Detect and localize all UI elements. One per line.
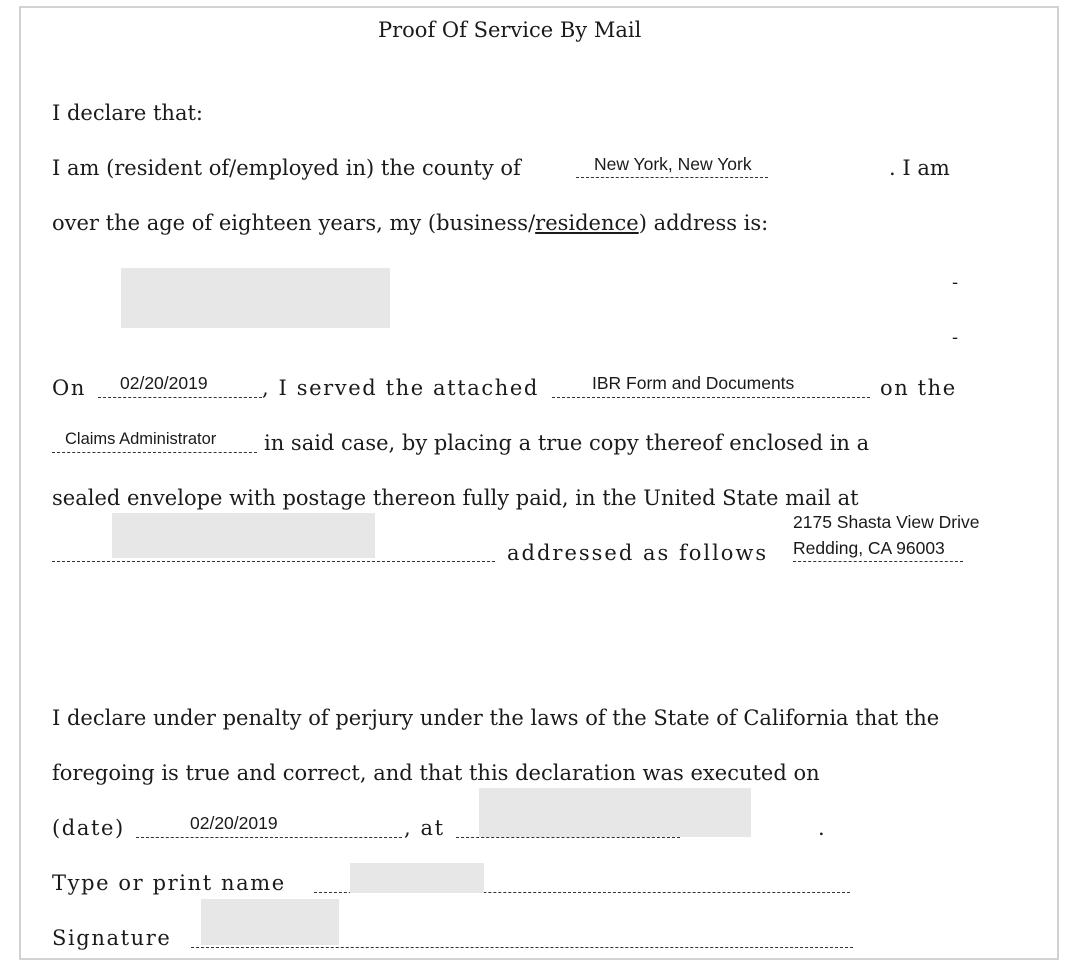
sealed-text: sealed envelope with postage thereon fully paid, in the United State mail at	[52, 486, 859, 510]
foregoing-text: foregoing is true and correct, and that this declaration was executed on	[52, 761, 820, 785]
redacted-place	[479, 788, 751, 837]
on-the-text: on the	[880, 376, 957, 400]
city-blank[interactable]	[52, 561, 495, 562]
exec-date-blank[interactable]	[136, 837, 402, 838]
signature-blank[interactable]	[191, 947, 853, 948]
address-line-1[interactable]: 2175 Shasta View Drive	[793, 512, 980, 532]
served-text: , I served the attached	[262, 376, 539, 400]
redacted-address	[121, 268, 390, 328]
date-label: (date)	[52, 816, 125, 840]
placing-text: in said case, by placing a true copy thereof enclosed in a	[264, 431, 870, 455]
execution-date[interactable]: 02/20/2019	[190, 813, 278, 833]
address-blank[interactable]	[793, 561, 963, 562]
address-line-2[interactable]: Redding, CA 96003	[793, 538, 945, 558]
date-blank[interactable]	[98, 397, 262, 398]
county-prefix: I am (resident of/employed in) the county of	[52, 156, 521, 180]
service-date[interactable]: 02/20/2019	[120, 373, 208, 393]
at-text: , at	[404, 816, 445, 840]
perjury-text: I declare under penalty of perjury under the laws of the State of California that the	[52, 706, 940, 730]
county-blank[interactable]	[576, 177, 768, 178]
dash-mark: -	[952, 272, 959, 293]
document-blank[interactable]	[552, 397, 870, 398]
age-line: over the age of eighteen years, my (business/residence) address is:	[52, 211, 769, 235]
dash-mark: -	[952, 327, 959, 348]
addressed-text: addressed as follows	[507, 541, 769, 565]
redacted-name	[350, 863, 484, 893]
county-value[interactable]: New York, New York	[594, 154, 752, 174]
place-blank[interactable]	[456, 837, 680, 838]
redacted-signature	[201, 899, 339, 945]
period: .	[818, 816, 825, 840]
declare-intro: I declare that:	[52, 101, 203, 125]
signature-label: Signature	[52, 926, 172, 950]
redacted-city	[112, 513, 375, 558]
party-name[interactable]: Claims Administrator	[65, 430, 217, 448]
document-title: Proof Of Service By Mail	[378, 18, 642, 42]
document-name[interactable]: IBR Form and Documents	[592, 373, 795, 393]
print-name-label: Type or print name	[52, 871, 286, 895]
party-blank[interactable]	[52, 452, 257, 453]
on-label: On	[52, 376, 86, 400]
county-suffix: . I am	[889, 156, 950, 180]
